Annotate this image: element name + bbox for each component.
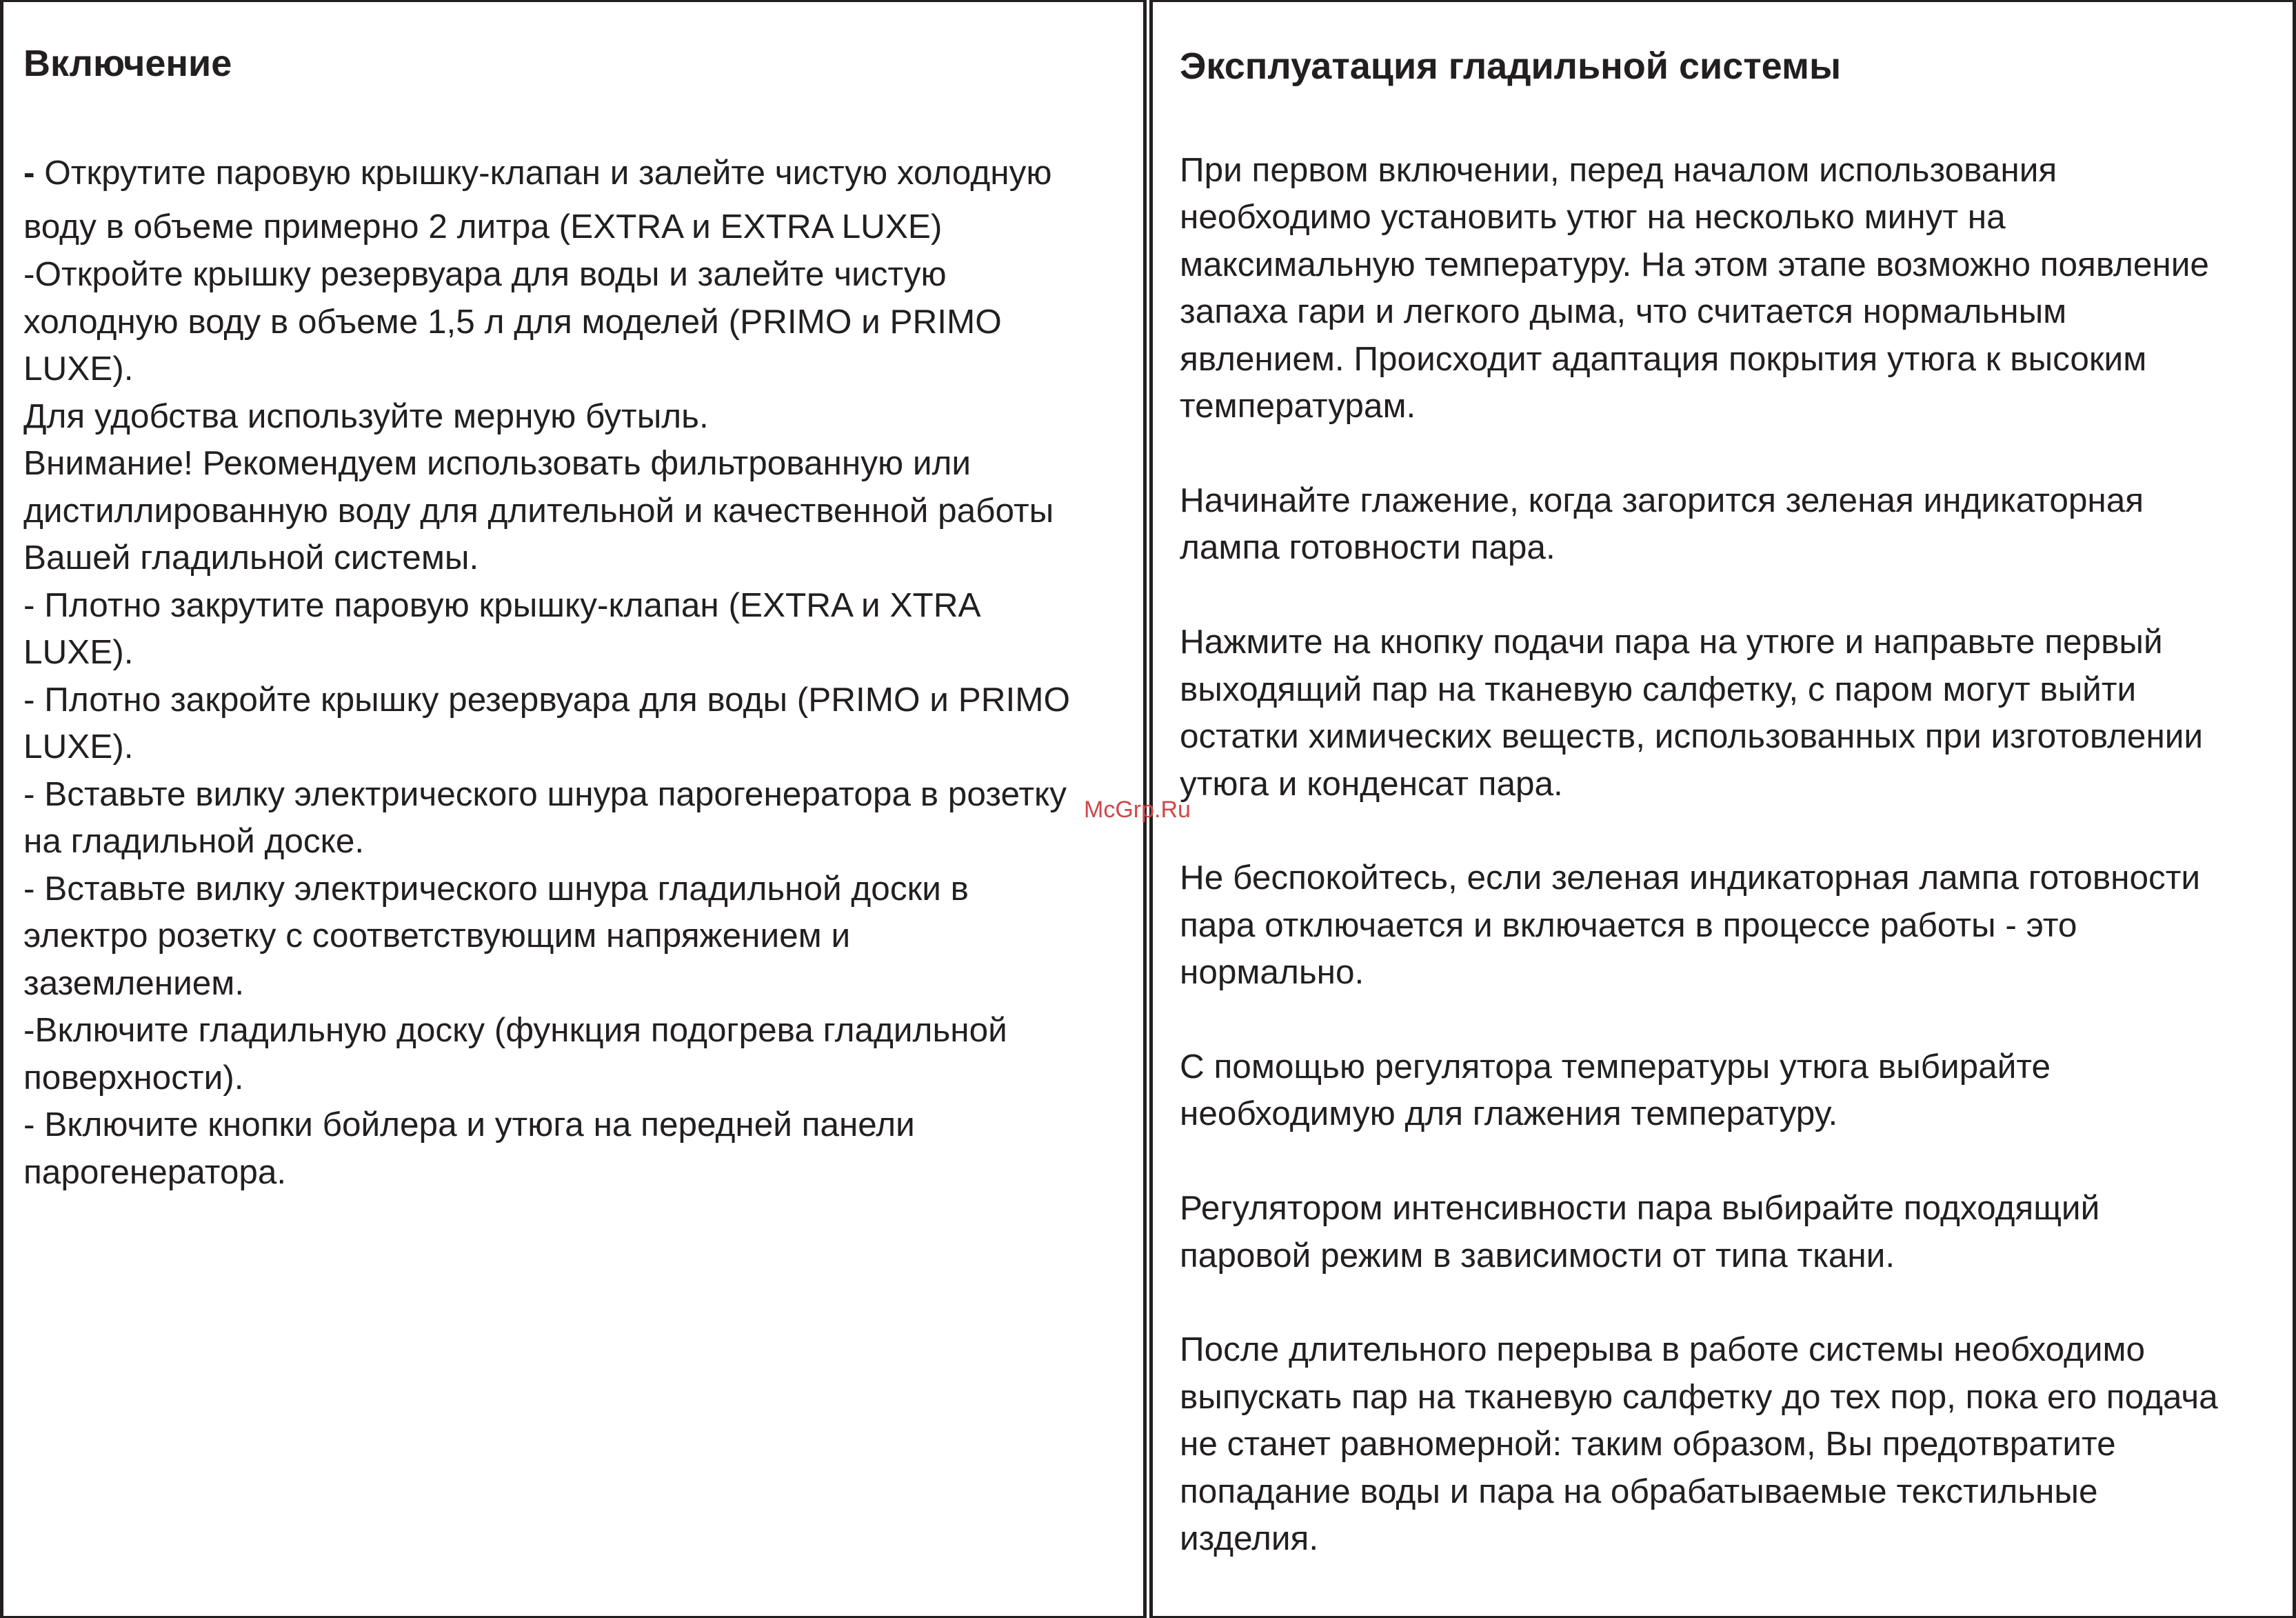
text-line xyxy=(23,150,1051,197)
text-line: на гладильной доске. xyxy=(23,822,365,860)
text-line: Внимание! Рекомендуем использовать фильтрованную или xyxy=(23,444,971,482)
text-line: Вашей гладильной системы. xyxy=(23,539,479,577)
text-line: температурам. xyxy=(1180,387,1416,425)
text-line: Регулятором интенсивности пара выбирайте подходящий xyxy=(1180,1189,2100,1227)
text-line: электро розетку с соответствующим напряжением и xyxy=(23,917,851,955)
text-line: явлением. Происходит адаптация покрытия утюга к высоким xyxy=(1180,340,2147,378)
text-line: - Плотно закрутите паровую крышку-клапан (EXTRA и XTRA xyxy=(23,586,981,624)
text-line: поверхности). xyxy=(23,1059,244,1097)
text-line: необходимую для глажения температуру. xyxy=(1180,1095,1838,1132)
text-line: не станет равномерной: таким образом, Вы предотвратите xyxy=(1180,1425,2116,1463)
text-line: парогенератора. xyxy=(23,1153,287,1191)
text-line: лампа готовности пара. xyxy=(1180,528,1555,566)
text-line: - Включите кнопки бойлера и утюга на передней панели xyxy=(23,1106,915,1143)
section-title-turning-on: Включение xyxy=(23,43,232,84)
watermark-text: McGrp.Ru xyxy=(1084,797,1191,823)
text-line: - Плотно закройте крышку резервуара для воды (PRIMO и PRIMO xyxy=(23,681,1070,719)
text-line: воду в объеме примерно 2 литра (EXTRA и EXTRA LUXE) xyxy=(23,208,943,246)
text-line: -Откройте крышку резервуара для воды и залейте чистую xyxy=(23,255,947,293)
text-line: выпускать пар на тканевую салфетку до тех пор, пока его подача xyxy=(1180,1378,2218,1416)
text-line: утюга и конденсат пара. xyxy=(1180,765,1563,803)
text-line: LUXE). xyxy=(23,728,134,766)
text-line: Начинайте глажение, когда загорится зеленая индикаторная xyxy=(1180,481,2144,519)
text-line: LUXE). xyxy=(23,633,134,671)
text-line: нормально. xyxy=(1180,953,1364,991)
text-line: заземлением. xyxy=(23,964,245,1002)
text-line: выходящий пар на тканевую салфетку, с паром могут выйти xyxy=(1180,670,2137,708)
text-line: паровой режим в зависимости от типа ткани. xyxy=(1180,1237,1895,1275)
text-line: Нажмите на кнопку подачи пара на утюге и направьте первый xyxy=(1180,623,2163,661)
text-line: Не беспокойтесь, если зеленая индикаторная лампа готовности xyxy=(1180,859,2201,897)
text-line: остатки химических веществ, использованных при изготовлении xyxy=(1180,717,2204,755)
text-line: изделия. xyxy=(1180,1519,1319,1557)
text-line: Для удобства используйте мерную бутыль. xyxy=(23,397,709,435)
text-line: LUXE). xyxy=(23,350,134,388)
text-line: дистиллированную воду для длительной и качественной работы xyxy=(23,492,1054,530)
text-line: При первом включении, перед началом использования xyxy=(1180,151,2057,189)
text-line: попадание воды и пара на обрабатываемые текстильные xyxy=(1180,1472,2098,1510)
text-line: - Вставьте вилку электрического шнура парогенератора в розетку xyxy=(23,775,1067,813)
section-title-operation: Эксплуатация гладильной системы xyxy=(1180,46,1842,87)
text-line: максимальную температуру. На этом этапе возможно появление xyxy=(1180,246,2209,283)
text-line: - Вставьте вилку электрического шнура гладильной доски в xyxy=(23,870,969,908)
text-line: С помощью регулятора температуры утюга выбирайте xyxy=(1180,1048,2051,1086)
text-line: запаха гари и легкого дыма, что считается нормальным xyxy=(1180,292,2067,330)
text-line: необходимо установить утюг на несколько минут на xyxy=(1180,198,2006,236)
left-column xyxy=(0,0,1147,1618)
text-line: холодную воду в объеме 1,5 л для моделей (PRIMO и PRIMO xyxy=(23,303,1002,341)
text-line: После длительного перерыва в работе системы необходимо xyxy=(1180,1330,2146,1368)
text-line-content: Открутите паровую крышку-клапан и залейте чистую холодную xyxy=(34,154,1052,192)
text-line: пара отключается и включается в процессе работы - это xyxy=(1180,906,2077,944)
bullet-dash: - xyxy=(23,154,35,192)
text-line: -Включите гладильную доску (функция подогрева гладильной xyxy=(23,1011,1007,1049)
right-column xyxy=(1149,0,2296,1618)
